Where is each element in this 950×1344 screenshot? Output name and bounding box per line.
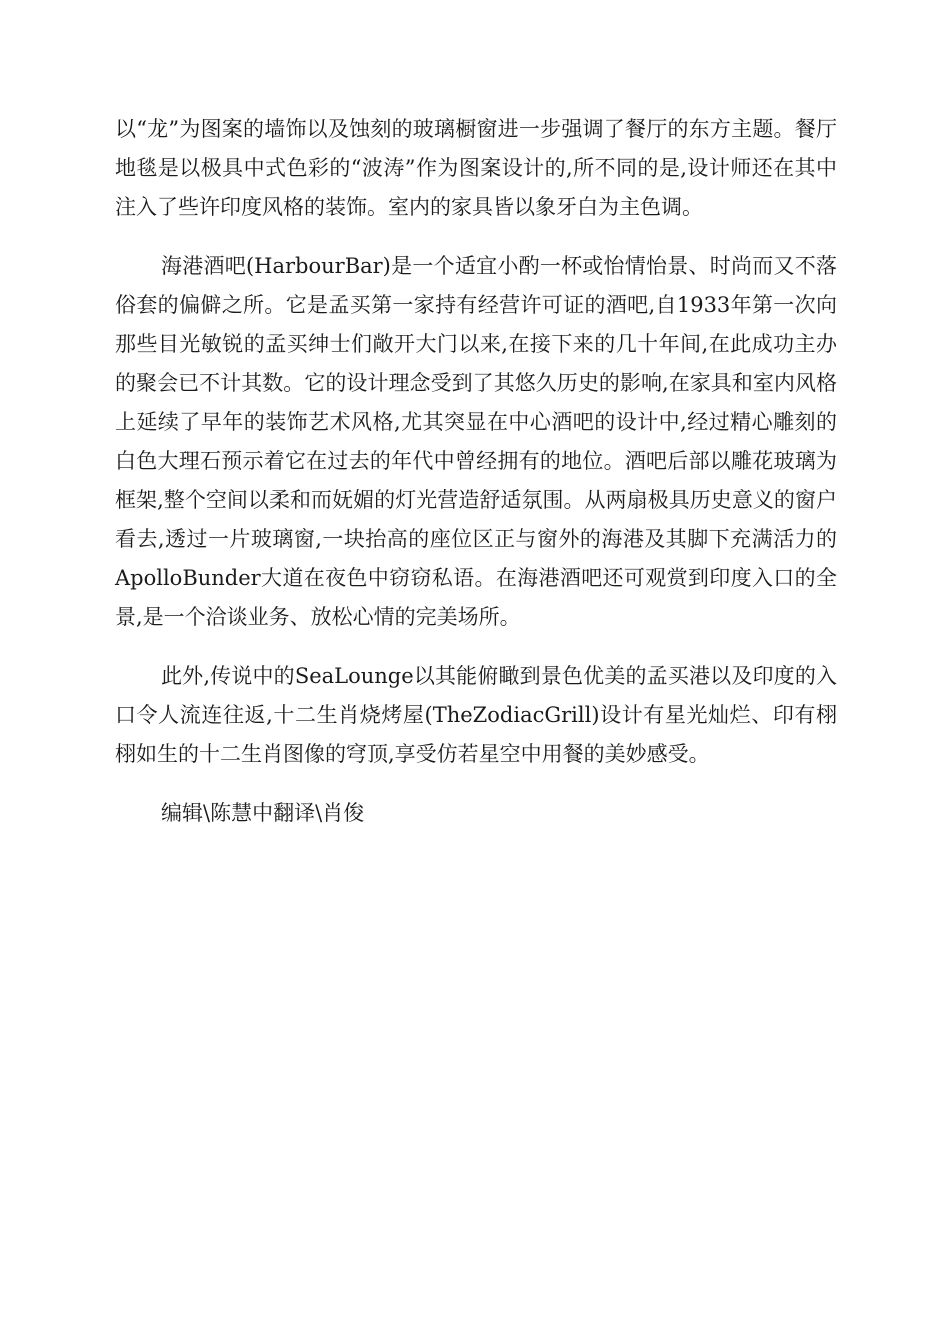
editor-credit: 编辑\陈慧中翻译\肖俊 xyxy=(161,801,365,825)
paragraph-continued: 以“龙”为图案的墙饰以及蚀刻的玻璃橱窗进一步强调了餐厅的东方主题。餐厅地毯是以极具中式色彩的“波涛”作为图案设计的,所不同的是,设计师还在其中注入了些许印度风格的装饰。室内的家具皆以象牙白为主色调。 xyxy=(115,117,837,219)
paragraph-sea-lounge: 此外,传说中的SeaLounge以其能俯瞰到景色优美的孟买港以及印度的入口令人流连往返,十二生肖烧烤屋(TheZodiacGrill)设计有星光灿烂、印有栩栩如生的十二生肖图像的穹顶,享受仿若星空中用餐的美妙感受。 xyxy=(115,664,837,766)
paragraph-harbour-bar: 海港酒吧(HarbourBar)是一个适宜小酌一杯或怡情怡景、时尚而又不落俗套的偏僻之所。它是孟买第一家持有经营许可证的酒吧,自1933年第一次向那些目光敏锐的孟买绅士们敞开大门以来,在接下来的几十年间,在此成功主办的聚会已不计其数。它的设计理念受到了其悠久历史的影响,在家具和室内风格上延续了早年的装饰艺术风格,尤其突显在中心酒吧的设计中,经过精心雕刻的白色大理石预示着它在过去的年代中曾经拥有的地位。酒吧后部以雕花玻璃为框架,整个空间以柔和而妩媚的灯光营造舒适氛围。从两扇极具历史意义的窗户看去,透过一片玻璃窗,一块抬高的座位区正与窗外的海港及其脚下充满活力的ApolloBunder大道在夜色中窃窃私语。在海港酒吧还可观赏到印度入口的全景,是一个洽谈业务、放松心情的完美场所。 xyxy=(115,254,837,629)
article-body xyxy=(115,110,837,853)
